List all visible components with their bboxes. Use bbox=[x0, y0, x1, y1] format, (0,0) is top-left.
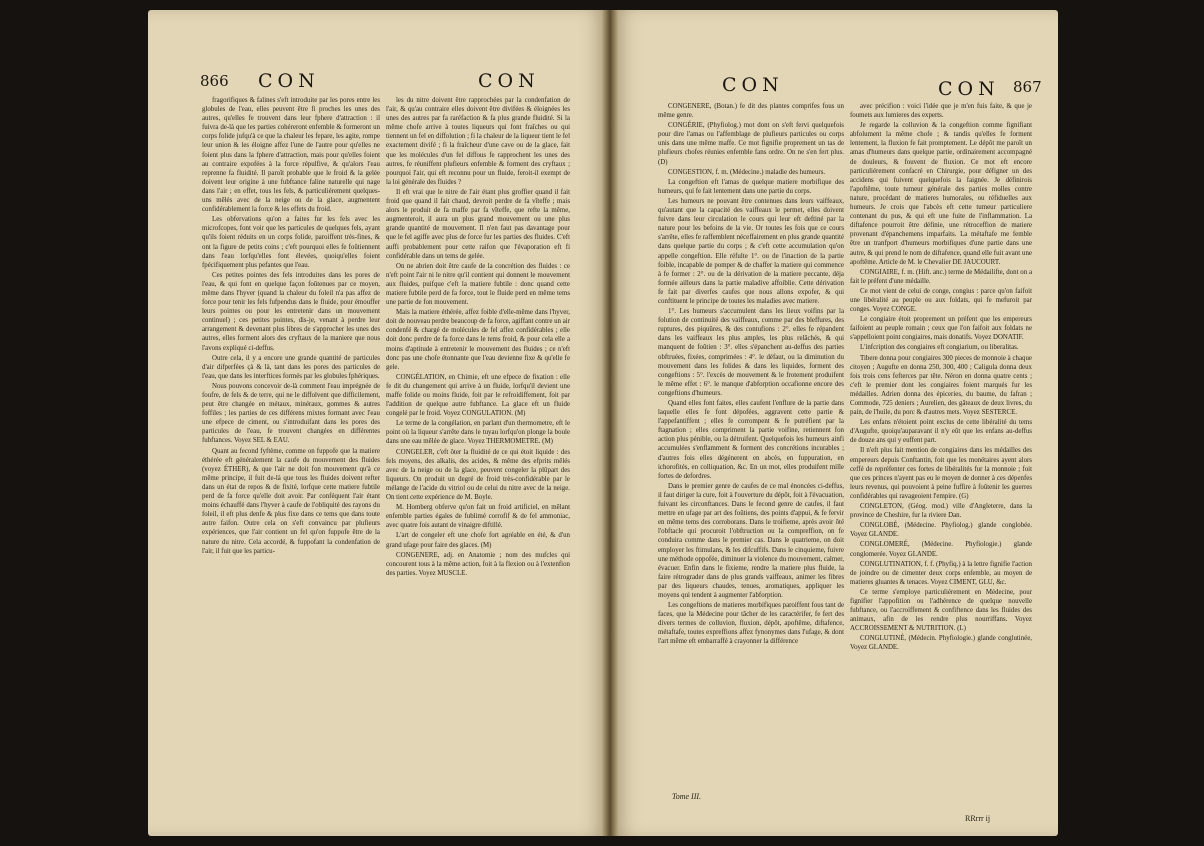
open-book bbox=[148, 10, 1058, 836]
paragraph: CONGÉRIE, (Phyfiolog.) mot dont on s'eft fervi quelquefois pour dire l'amas ou l'affemblage de plufieurs particules ou corps unis dans une même maffe. Ce mot fignifie proprement un tas de plufieurs chofes réunies enfemble fans ordre. On ne s'en fert plus. (D) bbox=[658, 122, 844, 166]
paragraph: Outre cela, il y a encore une grande quantité de particules d'air difperfées çà & là, tant dans les pores des particules de l'eau, que dans les interftices formés par les globules fphériques. bbox=[202, 354, 380, 380]
left-page bbox=[148, 10, 610, 836]
text-column-right bbox=[850, 102, 1032, 814]
paragraph: On ne abrien doit être caufe de la concrétion des fluides : ce n'eft point l'air ni le nitre qu'il contient qui donnent le mouvement aux fluides, puifque c'eft la matiere fubtile : donc quand cette matiere fubtile perd de fa force, tout le fluide perd en même tems une partie de fon mouvement. bbox=[386, 262, 570, 307]
paragraph: L'art de congeler eft une chofe fort agréable en été, & d'un grand ufage pour faire des glaces. (M) bbox=[386, 532, 570, 549]
left-page-header bbox=[148, 70, 610, 94]
paragraph: CONGENERE, adj. en Anatomie ; nom des mufcles qui concourent tous à la même action, foit à la flexion ou à l'extenfion des parties. Voyez MUSCLE. bbox=[386, 551, 570, 577]
paragraph: CONGLOMERÉ, (Médecine. Phyfiologie.) glande conglomerée. Voyez GLANDE. bbox=[850, 541, 1032, 558]
paragraph: 1°. Les humeurs s'accumulent dans les lieux voifins par la folution de continuité des vaiffeaux, comme par des bleffures, des ruptures, des piquûres, & des contufions : 2°. elles fe répandent dans les vaiffeaux les plus amples, les plus relâchés, & qui manquent de foûtien : 3°. elles s'épanchent au-deffus des parties obftruées, fixées, comprimées : 4°. le défaut, ou la diminution du mouvement dans les folides & dans les liquides, forment des congeftions : 5°. l'excès de mouvement & le frotement produifent le même effet : 6°. le manque d'abforption occafionne encore des congeftions d'humeurs. bbox=[658, 308, 844, 397]
paragraph: CONGELER, c'eft ôter la fluidité de ce qui étoit liquide : des fels moyens, des alkalis, des acides, & même des efprits mêlés avec de la neige ou de la glace, peuvent congeler la plûpart des liqueurs. On produit un degré de froid très-confidérable par le mélange de l'acide du vitriol ou de celui du nitre avec de la neige. On tient cette expérience de M. Boyle. bbox=[386, 448, 570, 502]
running-head-right: CON bbox=[478, 70, 540, 92]
paragraph: Il n'eft plus fait mention de congiaires dans les médailles des empereurs depuis Conftantin, foit que les monétaires ayent alors ceffé de repréfenter ces fortes de libéralités fur la monnoie ; foit que ces princes n'ayent pas eu le moyen de donner à ces dépenfes leurs revenus, qui pouvoient à peine fuffire à foûtenir les guerres confidérables qui ravageoient l'empire. (G) bbox=[850, 447, 1032, 500]
running-head-left: CON bbox=[258, 70, 320, 92]
paragraph: Quand elles font faites, elles caufent l'enflure de la partie dans laquelle elles fe font dépofées, aggravent cette partie & l'appefantiffent ; elles fe corrompent & fe putréfient par la ftagnation ; elles compriment la partie voifine, retiennent fon action plus pénible, ou la détruifent. Quelquefois les humeurs ainfi accumulées s'enflamment & forment des concrétions incurables ; d'autres fois elles dégénerent en abcès, en fuppuration, en ichorofités, en colliquation, &c. En un mot, elles produifent mille fortes de defordres. bbox=[658, 400, 844, 480]
page-number: 867 bbox=[1013, 78, 1042, 96]
paragraph: CONGLETON, (Géog. mod.) ville d'Angleterre, dans la province de Cheshire, fur la riviere Dan. bbox=[850, 503, 1032, 520]
text-column-left bbox=[658, 102, 844, 814]
running-head-left: CON bbox=[722, 74, 784, 96]
paragraph: Mais la matiere éthérée, affez foible d'elle-même dans l'hyver, doit de nouveau perdre beaucoup de fa force, agiffant contre un air condenfé & chargé de molécules de fel affez confidérables ; elle doit donc perdre de fa force dans le tems froid, & pour cela elle a moins d'aptitude à entretenir le mouvement des fluides ; ce n'eft donc pas une chofe étonnante que l'eau devienne fixe & qu'elle fe gele. bbox=[386, 309, 570, 371]
paragraph: Les congeftions de matieres morbifiques paroiffent fous tant de faces, que la Médecine pour tâcher de les caractérifer, fe fert des divers termes de colluvion, fluxion, dépôt, apoftême, diftafence, métaftafe, toutes expreffions affez fynonymes dans l'ufage, & dont l'art même eft embarraffé à crayonner la différence bbox=[658, 602, 844, 646]
right-page bbox=[610, 10, 1058, 836]
paragraph: Je regarde la colluvion & la congeftion comme fignifiant abfolument la même chofe ; & tandis qu'elles fe forment lentement, la fluxion fe fait promptement. Le dépôt me paroît un amas d'humeurs dans quelque partie, ordinairement accompagné de douleurs, & fouvent de fluxion. Ce mot eft encore particuliérement confacré en Chirurgie, pour défigner un des accidens qui fuivent quelquefois la faignée. Je définirois l'apoftême, toute tumeur générale des parties molles contre nature, procédant de matieres humorales, ou réfiduelles aux humeurs. Je crois que l'abcès eft cette tumeur particuliere contenant du pus, & qui eft une fuite de l'inflammation. La diftafence pourroit être définie, une rétroceffion de matiere provenant d'épanchemens imparfaits. La métaftafe me femble être un tranfport d'humeurs morbifiques d'une partie dans une autre, & qui prend le nom de diftafence, quand elle fuit avant une apoftême. Article de M. le Chevalier DE JAUCOURT. bbox=[850, 122, 1032, 266]
paragraph: Les obfervations qu'on a faites fur les fels avec les microfcopes, font voir que les particules de quelques fels, ayant qu'ils foient réduits en un corps folide, paroiffent très-fines, & ont la figure de petits coins ; c'eft pourquoi elles fe foûtiennent dans l'eau lorfqu'elles font élevées, quoiqu'elles foient fpécifiquement plus pefantes que l'eau. bbox=[202, 216, 380, 269]
paragraph: Le congiaire étoit proprement un préfent que les empereurs faifoient au peuple romain ; ceux que l'on faifoit aux foldats ne s'appelloient point congiaires, mais donatifs. Voyez DONATIF. bbox=[850, 316, 1032, 342]
paragraph: Ces petites pointes des fels introduites dans les pores de l'eau, & qui font en quelque façon foûtenues par ce moyen, même dans l'hyver (quand la chaleur du foleil n'a pas affez de force pour tenir les fels fufpendus dans le fluide, pour émouffer leurs pointes ou pour les entretenir dans un mouvement continuel) ; ces petites pointes, dis-je, venant à perdre leur arrangement & devenant plus libres de s'approcher les unes des autres, elles forment alors des cryftaux de la maniere que nous l'avons expliqué ci-deffus. bbox=[202, 271, 380, 352]
paragraph: La congeftion eft l'amas de quelque matiere morbifique des humeurs, qui fe fait lentement dans une partie du corps. bbox=[658, 178, 844, 195]
paragraph: Les humeurs ne pouvant être contenues dans leurs vaiffeaux, qu'autant que la capacité des vaiffeaux le permet, elles doivent fuivre dans leur circulation le cours qui leur eft deftiné par la nature pour les befoins de la vie. Or toutes les fois que ce cours s'arrête, elles fe raffemblent néceffairement en plus grande quantité dans quelque partie du corps ; & c'eft cette accumulation qu'on appelle congeftion. Elle réfulte 1°. ou de l'inaction de la partie foible, incapable de pomper & de chaffer la matiere qui commence à fe former : 2°. ou de la dérivation de la matiere peccante, déja formée ailleurs dans la partie maladive affoiblie. Cette dérivation fe fait par diverfes caufes que nous allons expofer, & qui conftituent le principe de toutes les maladies avec matiere. bbox=[658, 197, 844, 305]
volume-signature: Tome III. bbox=[672, 792, 702, 801]
paragraph: les du nitre doivent être rapprochées par la condenfation de l'air, & qu'au contraire elles doivent être divifées & éloignées les unes des autres par fa raréfaction & fa plus grande fluidité. Si la même chofe arrive à toutes liqueurs qui font fraîches ou qui tiennent un fel en diffolution ; fi la chaleur de la liqueur tient le fel exactement divifé ; fi la fraîcheur d'une cave ou de la glace, fait que les molécules d'un fel diffous fe rapprochent les unes des autres, fe réuniffent plufieurs enfemble & forment des cryftaux ; pourquoi l'air, qui eft reconnu pour un fluide, feroit-il exempt de la loi générale des fluides ? bbox=[386, 97, 570, 186]
paragraph: Tibere donna pour congiaires 300 pieces de monnoie à chaque citoyen ; Augufte en donna 250, 300, 400 ; Caligula donna deux fois trois cens fefterces par tête. Néron en donna quatre cents ; c'eft le premier dont les congiaires foient marqués fur les médailles. Adrien donna des épiceries, du baume, du fafran ; Commode, 725 deniers ; Aurelien, des gâteaux de deux livres, du pain, de l'huile, du porc & d'autres mets. Voyez SESTERCE. bbox=[850, 354, 1032, 417]
paragraph: Dans le premier genre de caufes de ce mal énoncées ci-deffus, il faut diriger la cure, foit à l'ouverture du dépôt, foit à l'évacuation, fuivant les circonftances. Dans le fecond genre de caufes, il faut mettre en ufage par art des foûtiens, des points d'appui, & fe fervir en même tems des corroborans. Dans le troifieme, après avoir ôté l'obftacle qui procuroit l'obftruction ou la compreffion, on fe conduira comme dans le premier cas. Dans le quatrieme, on doit employer les ftimulans, & les difcuffifs. Dans le cinquieme, fuivre une méthode oppofée, diminuer la violence du mouvement, calmer, évacuer. Enfin dans le fixieme, rendre la matiere plus fluide, la faire rétrograder dans de plus grands vaiffeaux, animer les fibres par des liqueurs chaudes, tenues, aromatiques, appliquer les moyens qui tendent à augmenter l'abforption. bbox=[658, 482, 844, 599]
paragraph: Il eft vrai que le nitre de l'air étant plus groffier quand il fait froid que quand il fait chaud, devroit perdre de fa vîteffe ; mais alors le produit de fa maffe par fa vîteffe, que refte la même, augmenteroit, il aura un plus grand mouvement ou une plus grande quantité de mouvement. Il n'en faut pas davantage pour que le fel agiffe avec plus de force fur les parties des fluides. C'eft auffi probablement pour cette raifon que l'évaporation eft fi confidérable dans un tems de gelée. bbox=[386, 188, 570, 260]
paragraph: Ce terme s'employe particuliérement en Médecine, pour fignifier l'appofition ou l'adhérence de quelque nouvelle fubftance, ou l'accroiffement & confiftence dans les fluides des animaux, afin de les rendre plus nourriffans. Voyez ACCROISSEMENT & NUTRITION. (L) bbox=[850, 588, 1032, 633]
page-number: 866 bbox=[200, 72, 229, 90]
text-column-right bbox=[386, 96, 570, 808]
paragraph: Nous pouvons concevoir de-là comment l'eau imprégnée de foufre, de fels & de terre, qui ne le diffolvent que difficilement, peut être changée en métaux, minéraux, gommes & autres foffiles ; les parties de ces différens mixtes formant avec l'eau une efpece de ciment, ou s'introduifant dans les pores des particules de l'eau, fe trouvent changées en différentes fubftances. Voyez SEL & EAU. bbox=[202, 382, 380, 445]
paragraph: avec précifion : voici l'idée que je m'en fuis faite, & que je foumets aux lumieres des experts. bbox=[850, 103, 1032, 120]
paragraph: Le terme de la congélation, en parlant d'un thermometre, eft le point où la liqueur s'arrête dans le tuyau lorfqu'on plonge la boule dans une eau mêlée de glace. Voyez THERMOMETRE. (M) bbox=[386, 420, 570, 446]
paragraph: CONGÉLATION, en Chimie, eft une efpece de fixation : elle fe dit du changement qui arrive à un fluide, lorfqu'il devient une maffe folide ou moins fluide, foit par le refroidiffement, foit par l'addition de quelque autre fubftance. La glace eft un fluide congelé par le froid. Voyez CONGULATION. (M) bbox=[386, 373, 570, 418]
right-page-header bbox=[610, 70, 1058, 100]
paragraph: CONGESTION, f. m. (Médecine.) maladie des humeurs. bbox=[668, 168, 826, 176]
book-gutter bbox=[602, 10, 618, 836]
paragraph: CONGENERE, (Botan.) fe dit des plantes comprifes fous un même genre. bbox=[658, 103, 844, 120]
paragraph: Les enfans n'étoient point exclus de cette libéralité du tems d'Augufte, quoiqu'auparavant il n'y eût que les enfans au-deffus de douze ans qui y euffent part. bbox=[850, 419, 1032, 445]
paragraph: M. Homberg obferve qu'on fait un froid artificiel, en mêlant enfemble parties égales de fublimé corrofif & de fel ammoniac, avec quatre fois autant de vinaigre diftillé. bbox=[386, 504, 570, 530]
text-column-left bbox=[202, 96, 380, 808]
paragraph: L'infcription des congiaires eft congiarium, ou liberalitas. bbox=[860, 344, 1019, 352]
paragraph: Ce mot vient de celui de conge, congius : parce qu'on faifoit une libéralité au peuple ou aux foldats, qui fe mefuroit par conges. Voyez CONGE. bbox=[850, 287, 1032, 314]
running-head-right: CON bbox=[938, 78, 1000, 100]
paragraph: CONGLOBÉ, (Médecine. Phyfiolog.) glande conglobée. Voyez GLANDE. bbox=[850, 522, 1032, 539]
gathering-signature: RRrrr ij bbox=[965, 814, 991, 823]
paragraph: Quant au fecond fyftème, comme on fuppofe que la matiere éthérée eft généralement la caufe du mouvement des fluides (voyez ÉTHER), & que l'air ne doit fon mouvement qu'à ce même principe, il fuit de-là que tous les fluides doivent refter dans un état de repos & de fixité, lorfque cette matiere fubtile perd de fa force qu'elle doit avoir. Par conféquent l'air étant moins échauffé dans l'hyver à caufe de l'obliquité des rayons du foleil, il eft plus denfe & plus fixe dans ce tems que dans toute autre faifon. Outre cela on s'eft convaincu par plufieurs expériences, que l'air contient un fel qu'on fuppofe être de la nature du nitre. Cela accordé, & fuppofant la condenfation de l'air, il fuit que les particu- bbox=[202, 447, 380, 555]
paragraph: CONGLUTINÉ, (Médecin. Phyfiologie.) glande conglutinée, Voyez GLANDE. bbox=[850, 635, 1032, 652]
paragraph: CONGIAIRE, f. m. (Hift. anc.) terme de Médailifte, dont on a fait le préfent d'une médaille. bbox=[850, 268, 1032, 285]
paragraph: fragorifiques & falines s'eft introduite par les pores entre les globules de l'eau, elles peuvent être fi proches les unes des autres, qu'elles fe trouvent dans leur fphere d'attraction : il fuivra de-là que les parties cohéreront enfemble & formeront un corps folide jufqu'à ce que la chaleur les fepare, les agite, rompe leur union & les éloigne affez l'une de l'autre pour qu'elles ne foient plus dans la fphere d'attraction, mais pour qu'elles foient au contraire expofées à la force répulfive, & qu'alors l'eau reprenne fa fluidité. Il paroît probable que le froid & la gelée doivent leur origine à une fubftance faline naturelle qui nage dans l'air ; en effet, tous les fels, & particuliérement quelques-uns mêlés avec de la neige ou de la glace, augmentent confidérablement la force & les effets du froid. bbox=[202, 97, 380, 214]
paragraph: CONGLUTINATION, f. f. (Phyfiq.) à la lettre fignifie l'action de joindre ou de cimenter deux corps enfemble, au moyen de matieres gluantes & tenaces. Voyez CIMENT, GLU, &c. bbox=[850, 560, 1032, 586]
